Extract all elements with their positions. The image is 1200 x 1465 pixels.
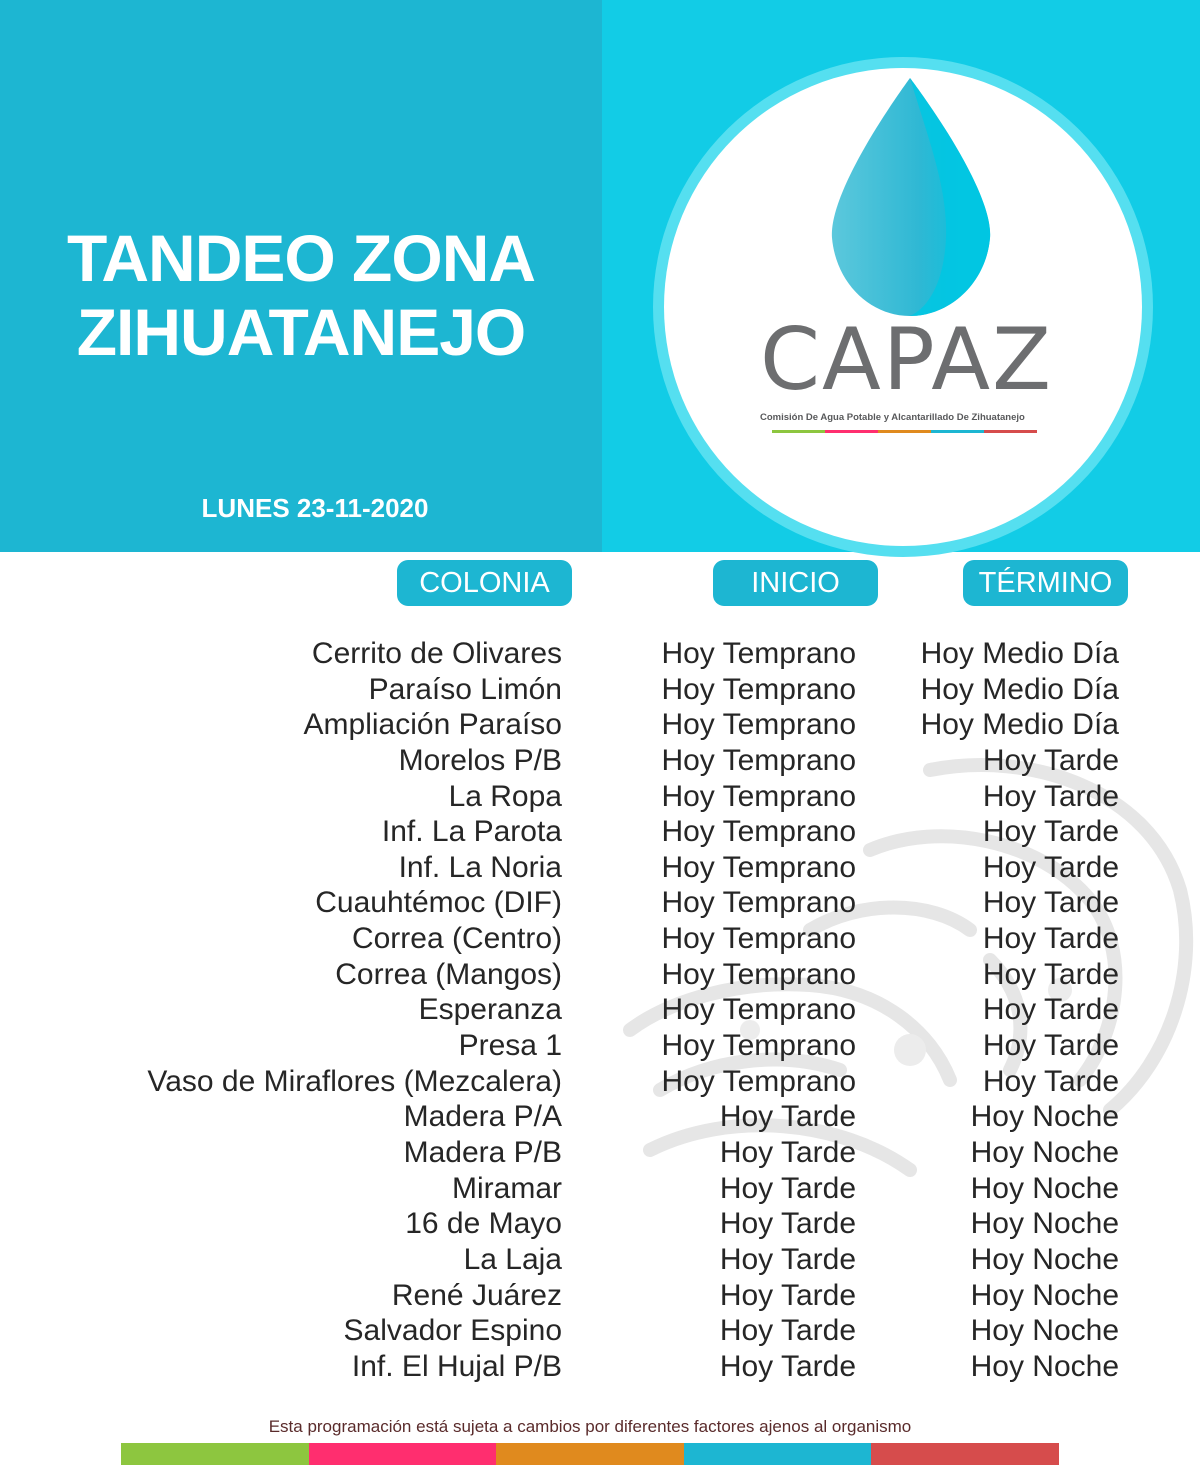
table-row — [0, 636, 1200, 672]
cell-colonia: Morelos P/B — [398, 743, 562, 777]
table-row — [0, 779, 1200, 815]
cell-inicio: Hoy Temprano — [661, 743, 856, 777]
cell-colonia: Cerrito de Olivares — [311, 637, 562, 670]
cell-inicio: Hoy Temprano — [661, 993, 856, 1027]
cell-termino: Hoy Noche — [970, 1135, 1119, 1169]
table-row — [0, 1028, 1200, 1064]
table-row — [0, 814, 1200, 850]
cell-colonia: 16 de Mayo — [405, 1207, 562, 1241]
cell-termino: Hoy Tarde — [982, 886, 1119, 920]
table-row — [0, 850, 1200, 886]
cell-termino: Hoy Tarde — [982, 957, 1119, 991]
cell-inicio: Hoy Temprano — [661, 672, 856, 706]
table-row — [0, 1099, 1200, 1135]
column-header-termino: TÉRMINO — [963, 560, 1128, 606]
cell-inicio: Hoy Temprano — [661, 922, 856, 956]
cell-colonia: René Juárez — [391, 1278, 562, 1312]
cell-inicio: Hoy Tarde — [719, 1207, 856, 1241]
schedule-table — [0, 636, 1200, 1384]
cell-termino: Hoy Noche — [970, 1100, 1119, 1134]
cell-termino: Hoy Noche — [970, 1349, 1119, 1383]
cell-inicio: Hoy Tarde — [719, 1100, 856, 1134]
table-row — [0, 707, 1200, 743]
brand-subtitle: Comisión De Agua Potable y Alcantarillado De Zihuatanejo — [760, 412, 1025, 423]
column-header-inicio: INICIO — [713, 560, 878, 606]
cell-colonia: Madera P/A — [403, 1100, 562, 1134]
table-row — [0, 921, 1200, 957]
cell-inicio: Hoy Temprano — [661, 708, 856, 742]
table-row — [0, 1135, 1200, 1171]
cell-inicio: Hoy Tarde — [719, 1242, 856, 1276]
schedule-date: LUNES 23-11-2020 — [201, 493, 429, 523]
brand-logo-text: CAPAZ — [760, 310, 1053, 410]
cell-colonia: La Laja — [463, 1242, 562, 1276]
cell-termino: Hoy Tarde — [982, 815, 1119, 849]
cell-termino: Hoy Medio Día — [920, 708, 1119, 742]
cell-termino: Hoy Tarde — [982, 1064, 1119, 1098]
cell-colonia: Presa 1 — [458, 1029, 562, 1063]
cell-termino: Hoy Noche — [970, 1314, 1119, 1348]
table-row — [0, 1278, 1200, 1314]
cell-inicio: Hoy Tarde — [719, 1171, 856, 1205]
cell-inicio: Hoy Temprano — [661, 850, 856, 884]
cell-inicio: Hoy Temprano — [661, 815, 856, 849]
cell-colonia: Correa (Mangos) — [335, 957, 562, 991]
cell-inicio: Hoy Temprano — [661, 1064, 856, 1098]
cell-colonia: Correa (Centro) — [351, 922, 562, 956]
cell-inicio: Hoy Temprano — [661, 637, 856, 670]
cell-colonia: Vaso de Miraflores (Mezcalera) — [147, 1064, 562, 1098]
water-drop-icon — [828, 78, 993, 318]
cell-inicio: Hoy Tarde — [719, 1314, 856, 1348]
table-row — [0, 1242, 1200, 1278]
cell-inicio: Hoy Tarde — [719, 1349, 856, 1383]
cell-colonia: Inf. La Noria — [398, 850, 562, 884]
cell-colonia: Miramar — [452, 1171, 562, 1205]
cell-termino: Hoy Tarde — [982, 993, 1119, 1027]
cell-termino: Hoy Tarde — [982, 850, 1119, 884]
cell-termino: Hoy Medio Día — [920, 637, 1119, 670]
cell-colonia: Inf. La Parota — [381, 815, 562, 849]
table-row — [0, 743, 1200, 779]
table-row — [0, 672, 1200, 708]
cell-termino: Hoy Tarde — [982, 743, 1119, 777]
page-title-line1: TANDEO ZONA — [66, 221, 536, 295]
cell-inicio: Hoy Temprano — [661, 1029, 856, 1063]
disclaimer-text: Esta programación está sujeta a cambios por diferentes factores ajenos al organismo — [268, 1417, 912, 1436]
cell-colonia: Inf. El Hujal P/B — [351, 1349, 562, 1383]
cell-termino: Hoy Noche — [970, 1278, 1119, 1312]
cell-termino: Hoy Noche — [970, 1171, 1119, 1205]
cell-termino: Hoy Tarde — [982, 779, 1119, 813]
cell-colonia: La Ropa — [448, 779, 562, 813]
cell-termino: Hoy Medio Día — [920, 672, 1119, 706]
table-row — [0, 1206, 1200, 1242]
cell-colonia: Ampliación Paraíso — [303, 708, 562, 742]
cell-colonia: Salvador Espino — [343, 1314, 562, 1348]
cell-inicio: Hoy Tarde — [719, 1135, 856, 1169]
cell-termino: Hoy Tarde — [982, 1029, 1119, 1063]
cell-colonia: Cuauhtémoc (DIF) — [315, 886, 562, 920]
cell-colonia: Esperanza — [418, 993, 562, 1027]
cell-termino: Hoy Noche — [970, 1242, 1119, 1276]
cell-termino: Hoy Noche — [970, 1207, 1119, 1241]
table-row — [0, 957, 1200, 993]
brand-color-line — [772, 430, 1037, 433]
column-header-colonia: COLONIA — [397, 560, 572, 606]
table-row — [0, 1313, 1200, 1349]
cell-colonia: Paraíso Limón — [368, 672, 562, 706]
cell-inicio: Hoy Temprano — [661, 779, 856, 813]
cell-termino: Hoy Tarde — [982, 922, 1119, 956]
cell-colonia: Madera P/B — [403, 1135, 562, 1169]
cell-inicio: Hoy Temprano — [661, 957, 856, 991]
cell-inicio: Hoy Tarde — [719, 1278, 856, 1312]
table-row — [0, 1349, 1200, 1385]
page-title-line2: ZIHUATANEJO — [76, 295, 526, 369]
cell-inicio: Hoy Temprano — [661, 886, 856, 920]
table-row — [0, 992, 1200, 1028]
table-row — [0, 1171, 1200, 1207]
footer-color-stripe — [121, 1443, 1059, 1465]
table-row — [0, 1064, 1200, 1100]
table-row — [0, 885, 1200, 921]
